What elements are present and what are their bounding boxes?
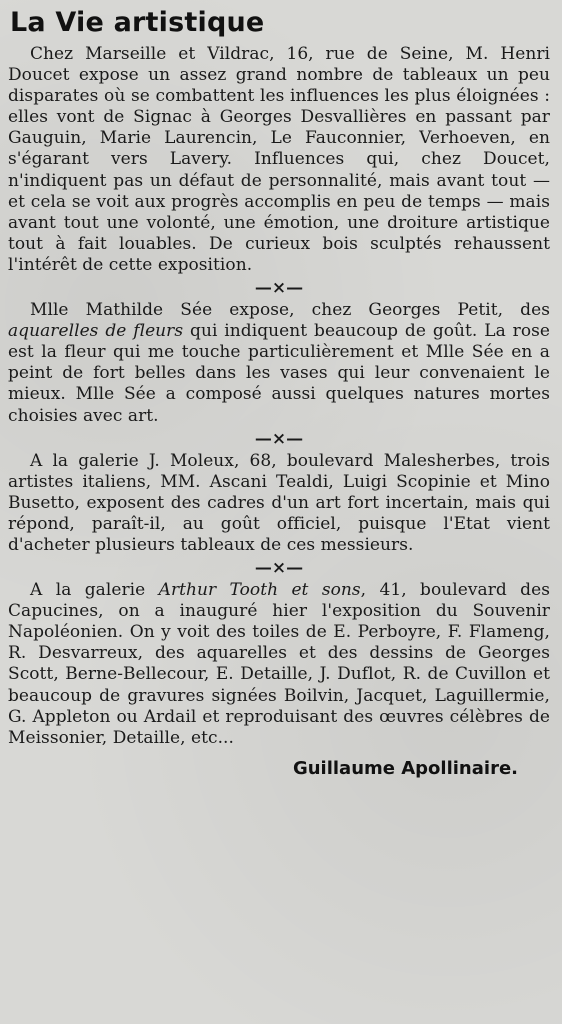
italic-text: aquarelles de fleurs (8, 321, 184, 342)
paragraph-text: , 41, boulevard des Capucines, on a inauguré hier l'exposition du Souvenir Napoléonien. On y voit des toiles de E. Perboyre, F. Flameng, R. Desvarreux, des aquarelles et des dessins de Georges Scott, Berne-Bellecour, E. Detaille, J. Duflot, R. de Cuvillon et beaucoup de gravures signées Boilvin, Jacquet, Laguillermie, G. Appleton ou Ardail et reproduisant des œuvres célèbres de Meissonier, Detaille, etc... (8, 580, 550, 748)
article-body (8, 44, 550, 749)
paragraph-text: qui indiquent beaucoup de goût. La rose est la fleur qui me touche particulièrement et Mlle Sée en a peint de fort belles dans les vases qui leur convenaient le mieux. Mlle Sée a composé aussi quelques natures mortes choisies avec art. (8, 321, 550, 426)
author-signature: Guillaume Apollinaire. (292, 757, 518, 779)
section-separator: —×— (254, 428, 304, 449)
paragraph-galerie-moleux: A la galerie J. Moleux, 68, boulevard Malesherbes, trois artistes italiens, MM. Ascani Tealdi, Luigi Scopinie et Mino Busetto, exposent des cadres d'un art fort incertain, mais qui répond, paraît-il, au goût officiel, puisque l'Etat vient d'acheter plusieurs tableaux de ces messieurs. (8, 450, 550, 555)
section-separator: —×— (254, 558, 304, 579)
paragraph-text: Mlle Mathilde Sée expose, chez Georges Petit, des (30, 300, 550, 321)
paragraph-marseille-vildrac: Chez Marseille et Vildrac, 16, rue de Seine, M. Henri Doucet expose un assez grand nombre de tableaux un peu disparates où se combattent les influences les plus éloignées : elles vont de Signac à Georges Desvallières en passant par Gauguin, Marie Laurencin, Le Fauconnier, Verhoeven, en s'égarant vers Lavery. Influences qui, chez Doucet, n'indiquent pas un défaut de personnalité, mais avant tout — et cela se voit aux progrès accomplis en peu de temps — mais avant tout une volonté, une émotion, une droiture artistique tout à fait louables. De curieux bois sculptés rehaussent l'intérêt de cette exposition. (8, 44, 550, 275)
paragraph-text: A la galerie (30, 580, 159, 601)
section-separator: —×— (254, 278, 304, 299)
article-headline: La Vie artistique (10, 7, 265, 38)
italic-text: Arthur Tooth et sons (158, 580, 361, 601)
paragraph-mathilde-see (8, 300, 550, 427)
paragraph-galerie-tooth (8, 580, 550, 749)
